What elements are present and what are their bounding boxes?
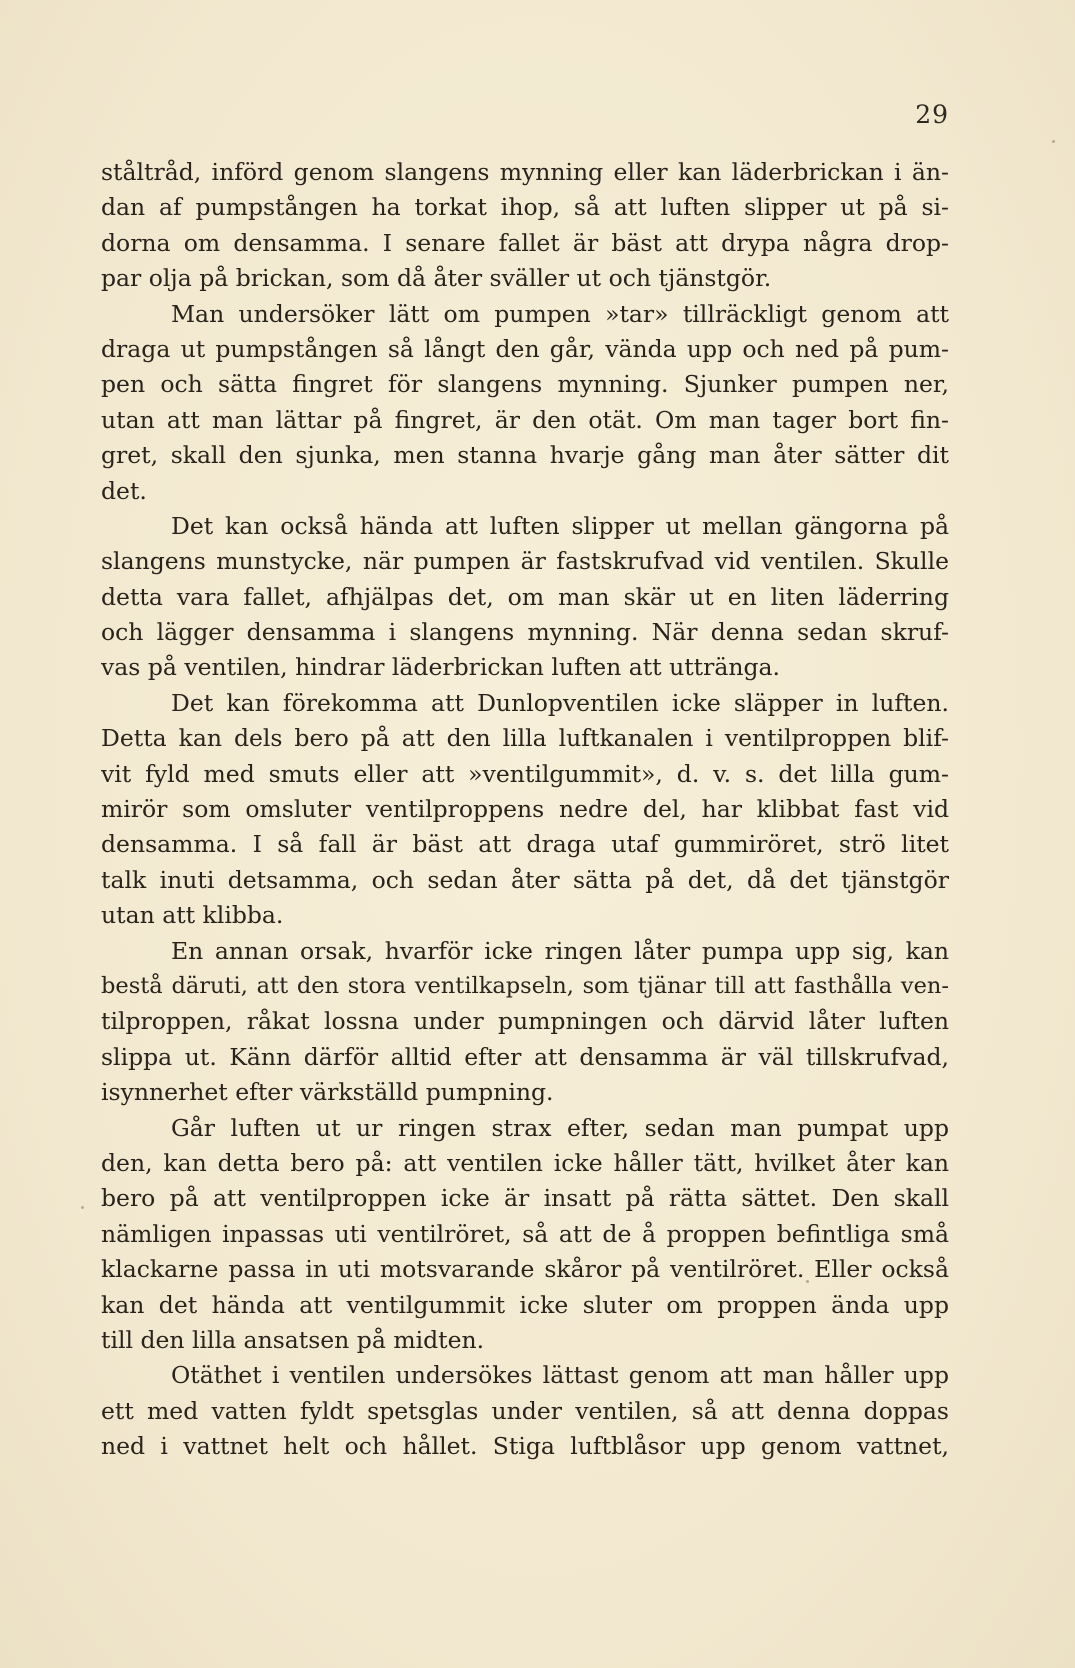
text-line: par olja på brickan, som då åter sväller ut och tjänstgör.: [101, 264, 772, 293]
text-line: tilproppen, råkat lossna under pumpningen och därvid låter luften: [101, 1007, 949, 1036]
text-line: Detta kan dels bero på att den lilla luftkanalen i ventilproppen blif-: [101, 724, 949, 753]
text-line: nämligen inpassas uti ventilröret, så att de å proppen befintliga små: [101, 1219, 949, 1248]
text-line: Man undersöker lätt om pumpen »tar» tillräckligt genom att: [171, 299, 949, 328]
text-line: detta vara fallet, afhjälpas det, om man skär ut en liten läderring: [101, 582, 949, 611]
text-line: vit fyld med smuts eller att »ventilgummit», d. v. s. det lilla gum-: [101, 759, 949, 788]
text-line: den, kan detta bero på: att ventilen icke håller tätt, hvilket åter kan: [101, 1148, 949, 1177]
text-line: det.: [101, 476, 147, 505]
text-line: slippa ut. Känn därför alltid efter att densamma är väl tillskrufvad,: [101, 1042, 949, 1071]
text-line: En annan orsak, hvarför icke ringen låter pumpa upp sig, kan: [171, 936, 949, 965]
text-line: Otäthet i ventilen undersökes lättast genom att man håller upp: [171, 1361, 949, 1390]
text-line: draga ut pumpstången så långt den går, vända upp och ned på pum-: [101, 334, 949, 363]
paper-speck: [1052, 140, 1055, 143]
text-line: talk inuti detsamma, och sedan åter sätta på det, då det tjänstgör: [101, 865, 949, 894]
text-line: densamma. I så fall är bäst att draga utaf gummiröret, strö litet: [101, 830, 949, 859]
text-line: och lägger densamma i slangens mynning. När denna sedan skruf-: [101, 618, 949, 647]
text-line: pen och sätta fingret för slangens mynning. Sjunker pumpen ner,: [101, 370, 949, 399]
text-line: dorna om densamma. I senare fallet är bäst att drypa några drop-: [101, 228, 949, 257]
text-line: ståltråd, införd genom slangens mynning eller kan läderbrickan i än-: [101, 158, 949, 186]
text-line: kan det hända att ventilgummit icke sluter om proppen ända upp: [101, 1290, 949, 1319]
text-line: dan af pumpstången ha torkat ihop, så att luften slipper ut på si-: [101, 193, 949, 222]
text-line: isynnerhet efter värkställd pumpning.: [101, 1078, 554, 1107]
text-line: ned i vattnet helt och hållet. Stiga luftblåsor upp genom vattnet,: [101, 1432, 949, 1461]
text-line: ett med vatten fyldt spetsglas under ventilen, så att denna doppas: [101, 1396, 949, 1425]
text-line: klackarne passa in uti motsvarande skåror på ventilröret. Eller också: [101, 1255, 949, 1284]
text-line: utan att man lättar på fingret, är den otät. Om man tager bort fin-: [101, 405, 949, 434]
text-line: Går luften ut ur ringen strax efter, sedan man pumpat upp: [171, 1113, 949, 1142]
text-line: bestå däruti, att den stora ventilkapseln, som tjänar till att fasthålla ven-: [101, 972, 949, 999]
body-text: [101, 155, 949, 1464]
text-line: slangens munstycke, när pumpen är fastskrufvad vid ventilen. Skulle: [101, 547, 949, 576]
text-line: Det kan förekomma att Dunlopventilen icke släpper in luften.: [171, 688, 949, 717]
text-line: till den lilla ansatsen på midten.: [101, 1325, 485, 1354]
page-number: 29: [915, 100, 949, 129]
paper-speck: [81, 1206, 84, 1209]
text-line: gret, skall den sjunka, men stanna hvarje gång man åter sätter dit: [101, 441, 949, 470]
text-line: bero på att ventilproppen icke är insatt på rätta sättet. Den skall: [101, 1184, 949, 1213]
text-line: Det kan också hända att luften slipper ut mellan gängorna på: [171, 511, 949, 540]
text-line: utan att klibba.: [101, 901, 284, 930]
text-line: vas på ventilen, hindrar läderbrickan luften att uttränga.: [101, 653, 781, 682]
text-line: mirör som omsluter ventilproppens nedre del, har klibbat fast vid: [101, 795, 949, 824]
